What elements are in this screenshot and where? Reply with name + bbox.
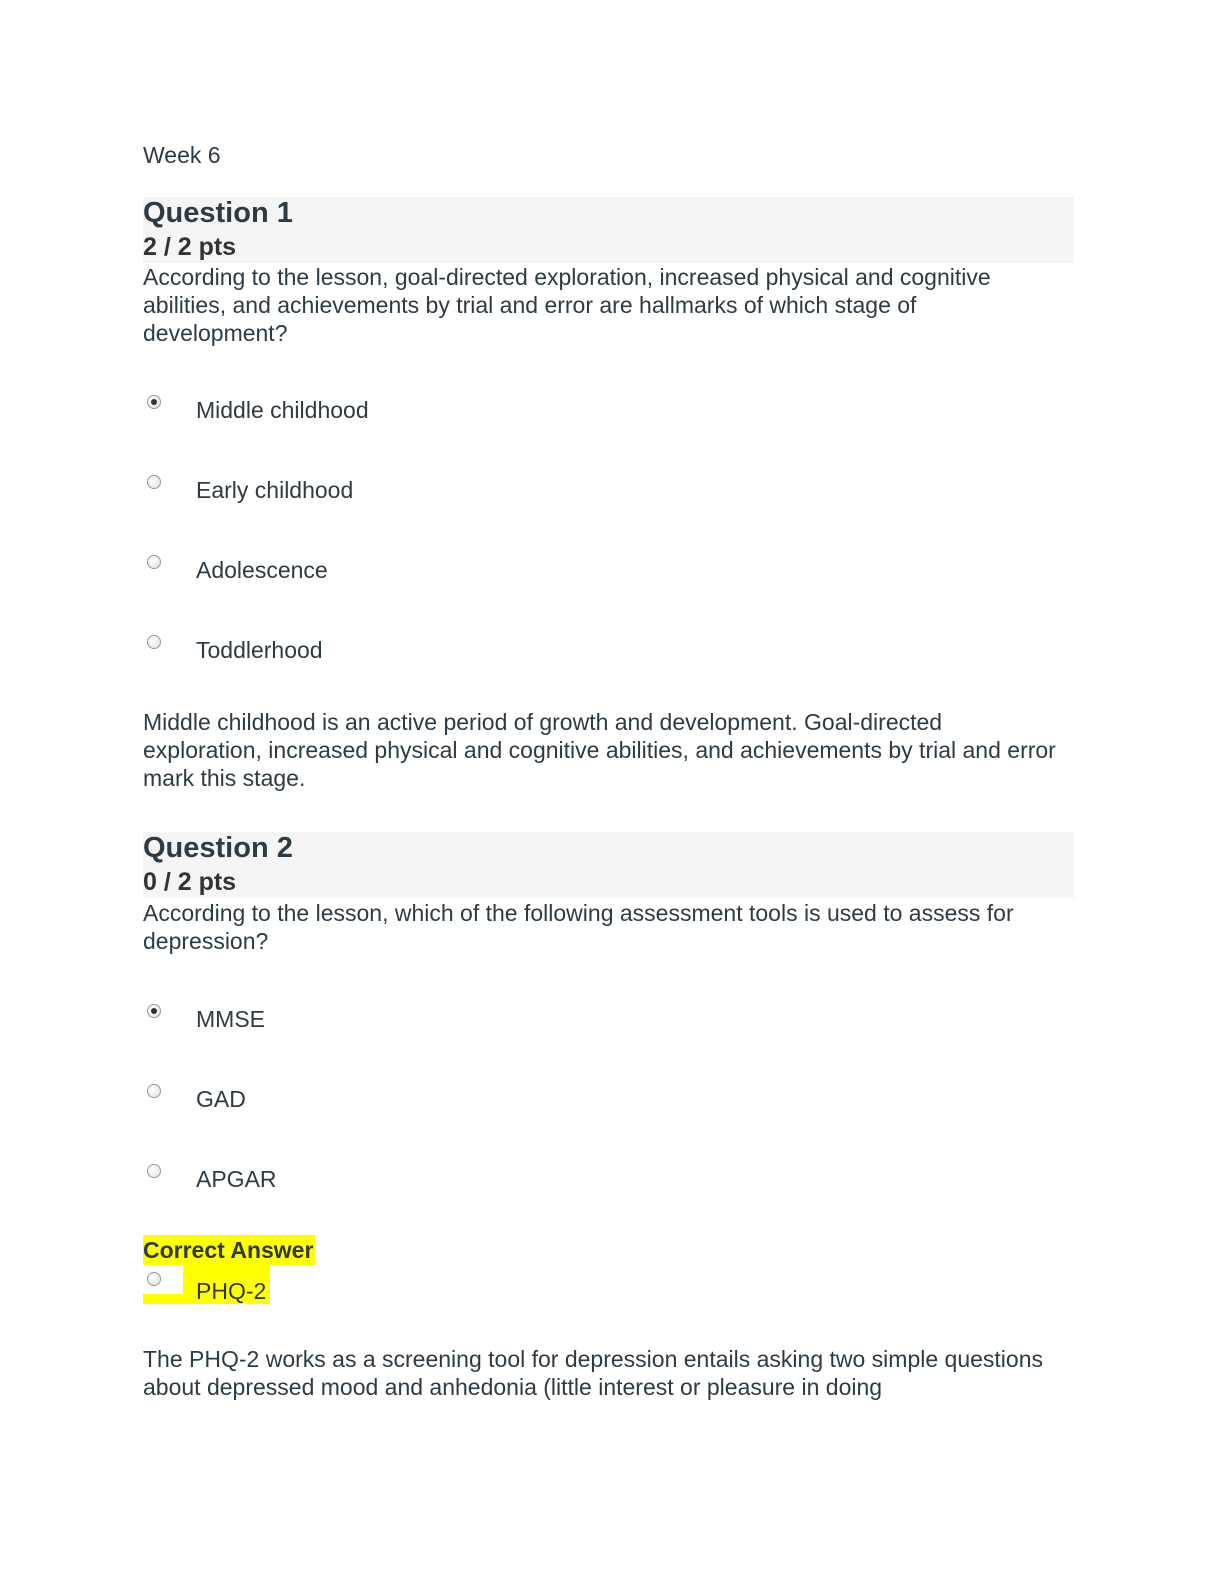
radio-icon[interactable]	[147, 1272, 161, 1286]
highlight	[143, 1294, 183, 1304]
question-1-title: Question 1	[143, 197, 293, 229]
radio-icon[interactable]	[147, 1164, 161, 1178]
question-1-points: 2 / 2 pts	[143, 233, 237, 261]
question-1-answer-2[interactable]	[143, 475, 843, 505]
question-2-answer-1[interactable]	[143, 1004, 843, 1034]
question-1-answer-4[interactable]	[143, 635, 843, 665]
question-1-explanation: Middle childhood is an active period of growth and development. Goal-directed exploration, increased physical and cognitive abilities, and achievements by trial and error mark this stage.	[143, 709, 1056, 791]
question-1-header	[143, 197, 1074, 263]
question-2-answer-2[interactable]	[143, 1084, 843, 1114]
correct-answer-item[interactable]	[143, 1264, 270, 1304]
answer-label: MMSE	[196, 1006, 265, 1032]
radio-selected-icon[interactable]	[147, 1004, 161, 1018]
week-title: Week 6	[143, 142, 221, 168]
answer-label: Toddlerhood	[196, 637, 323, 663]
question-2-answer-3[interactable]	[143, 1164, 843, 1194]
answer-label: Early childhood	[196, 477, 354, 503]
question-2-points: 0 / 2 pts	[143, 868, 237, 896]
question-1-answer-3[interactable]	[143, 555, 843, 585]
radio-selected-icon[interactable]	[147, 395, 161, 409]
correct-answer-label: Correct Answer	[143, 1237, 314, 1263]
radio-icon[interactable]	[147, 475, 161, 489]
question-2-header	[143, 832, 1074, 898]
question-2-text: According to the lesson, which of the following assessment tools is used to assess for depression?	[143, 900, 1014, 954]
answer-label: GAD	[196, 1086, 246, 1112]
answer-label: APGAR	[196, 1166, 277, 1192]
question-2-title: Question 2	[143, 832, 293, 864]
radio-icon[interactable]	[147, 1084, 161, 1098]
answer-label: Middle childhood	[196, 397, 369, 423]
question-1-answer-1[interactable]	[143, 395, 843, 425]
answer-label: PHQ-2	[196, 1278, 267, 1304]
question-1-text: According to the lesson, goal-directed exploration, increased physical and cognitive abilities, and achievements by trial and error are hallmarks of which stage of development?	[143, 264, 991, 346]
question-2-explanation: The PHQ-2 works as a screening tool for depression entails asking two simple questions about depressed mood and anhedonia (little interest or pleasure in doing	[143, 1346, 1043, 1400]
answer-label: Adolescence	[196, 557, 328, 583]
radio-icon[interactable]	[147, 635, 161, 649]
radio-icon[interactable]	[147, 555, 161, 569]
